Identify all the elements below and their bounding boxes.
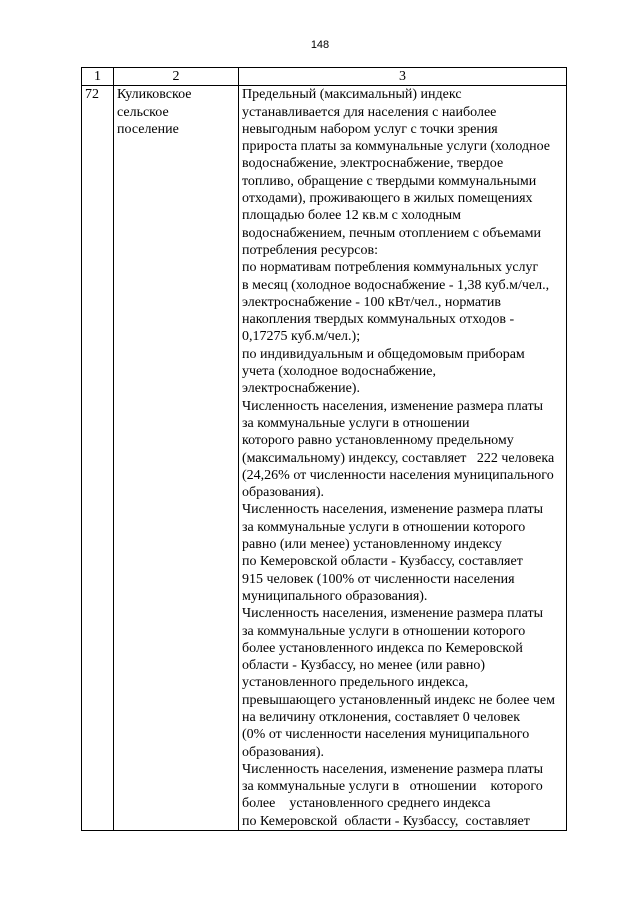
header-cell-1: 1	[82, 68, 114, 86]
description-line: образования).	[242, 485, 325, 501]
description-line: Численность населения, изменение размера платы	[242, 761, 543, 777]
description-line: муниципального образования).	[242, 588, 428, 604]
description-line: Численность населения, изменение размера платы	[242, 502, 543, 518]
description-line: за коммунальные услуги в отношении которого	[242, 779, 543, 795]
description-line: по нормативам потребления коммунальных услуг	[242, 260, 539, 276]
description-line: Численность населения, изменение размера платы	[242, 398, 543, 414]
description-line: в месяц (холодное водоснабжение - 1,38 куб.м/чел.,	[242, 277, 550, 293]
description-line: более установленного среднего индекса	[242, 796, 491, 812]
description-line: электроснабжение - 100 кВт/чел., норматив	[242, 294, 501, 310]
description-line: за коммунальные услуги в отношении которого	[242, 519, 526, 535]
description-line: отходами), проживающего в жилых помещениях	[242, 191, 533, 207]
table-row	[82, 86, 567, 831]
header-cell-3: 3	[239, 68, 567, 86]
description-line: невыгодным набором услуг с точки зрения	[242, 121, 498, 137]
description-line: накопления твердых коммунальных отходов -	[242, 312, 515, 328]
description-line: водоснабжением, печным отоплением с объемами	[242, 225, 541, 241]
description-line: которого равно установленному предельному	[242, 433, 514, 449]
description-line: по Кемеровской области - Кузбассу, составляет	[242, 813, 530, 829]
description-line: 915 человек (100% от численности населения	[242, 571, 515, 587]
description-line: Предельный (максимальный) индекс	[242, 87, 462, 103]
settlement-line: сельское	[117, 104, 169, 120]
page-number: 148	[310, 39, 330, 51]
header-cell-2: 2	[114, 68, 239, 86]
table-header-row	[82, 68, 567, 86]
row-number: 72	[82, 86, 114, 831]
description-line: учета (холодное водоснабжение,	[242, 364, 436, 380]
description-line: устанавливается для населения с наиболее	[242, 104, 497, 120]
description-line: площадью более 12 кв.м с холодным	[242, 208, 462, 224]
description-line: (24,26% от численности населения муниципального	[242, 467, 554, 483]
description-line: на величину отклонения, составляет 0 человек	[242, 709, 521, 725]
description-line: по Кемеровской области - Кузбассу, составляет	[242, 554, 523, 570]
description-line: топливо, обращение с твердыми коммунальными	[242, 173, 537, 189]
description-line: по индивидуальным и общедомовым приборам	[242, 346, 525, 362]
description-line: более установленного индекса по Кемеровской	[242, 640, 523, 656]
description-line: превышающего установленный индекс не более чем	[242, 692, 555, 708]
description-line: равно (или менее) установленному индексу	[242, 537, 502, 553]
settlement-line: поселение	[117, 121, 179, 137]
description-line: области - Кузбассу, но менее (или равно)	[242, 658, 486, 674]
description-line: Численность населения, изменение размера платы	[242, 606, 543, 622]
settlement-line: Куликовское	[117, 87, 192, 103]
description-line: (0% от численности населения муниципального	[242, 727, 530, 743]
settlement-name	[114, 86, 239, 831]
description-line: электроснабжение).	[242, 381, 360, 397]
description-line: за коммунальные услуги в отношении которого	[242, 623, 526, 639]
description-line: за коммунальные услуги в отношении	[242, 415, 470, 431]
description-line: потребления ресурсов:	[242, 242, 379, 258]
description-line: 0,17275 куб.м/чел.);	[242, 329, 361, 345]
index-table	[81, 67, 567, 831]
description-line: (максимальному) индексу, составляет 222 человека	[242, 450, 555, 466]
description-cell	[239, 86, 567, 831]
description-line: образования).	[242, 744, 325, 760]
description-line: установленного предельного индекса,	[242, 675, 469, 691]
description-line: водоснабжение, электроснабжение, твердое	[242, 156, 504, 172]
description-line: прироста платы за коммунальные услуги (холодное	[242, 139, 550, 155]
